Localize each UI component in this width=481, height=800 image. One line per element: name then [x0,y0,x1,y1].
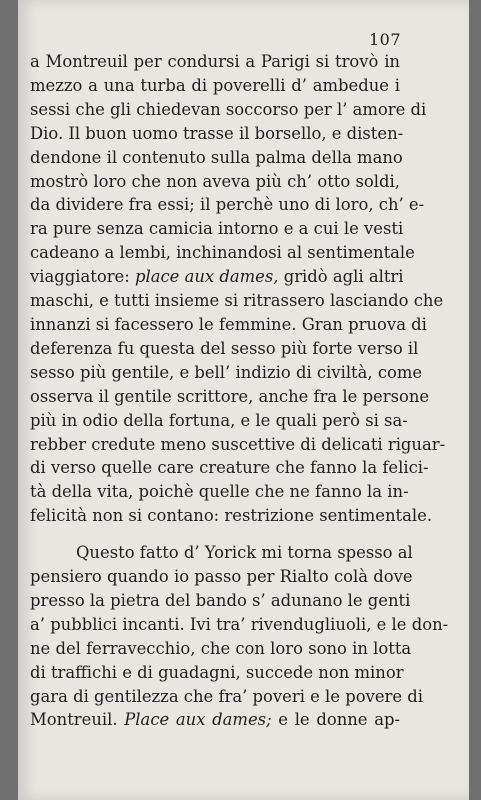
text-line [30,708,400,732]
text-segment: gridò agli altri [278,267,404,287]
text-line: di traffichi e di guadagni, succede non minor [30,662,404,682]
text-segment: Montreuil. [30,710,125,730]
text-line: maschi, e tutti insieme si ritrassero lasciando che [30,291,444,311]
text-segment: viaggiatore: [30,267,135,287]
text-line: sesso più gentile, e bell’ indizio di civiltà, come [30,362,423,382]
text-line: tà della vita, poichè quelle che ne fanno la in- [30,482,409,502]
book-page [18,0,469,800]
text-line: da dividere fra essi; il perchè uno di loro, ch’ e- [30,195,425,215]
text-line: a Montreuil per condursi a Parigi si trovò in [30,52,400,71]
text-line: più in odio della fortuna, e le quali però si sa- [30,410,408,430]
text-line: gara di gentilezza che fra’ poveri e le povere di [30,686,424,706]
text-line: deferenza fu questa del sesso più forte verso il [30,338,419,358]
page-number: 107 [368,30,401,49]
text-line: ne del ferravecchio, che con loro sono in lotta [30,638,412,658]
paragraph-gap [30,528,400,541]
text-line: innanzi si facessero le femmine. Gran pruova di [30,314,427,334]
text-line: rebber credute meno suscettive di delicati riguar- [30,434,446,454]
text-line: osserva il gentile scrittore, anche fra le persone [30,386,430,406]
text-line: felicità non si contano: restrizione sentimentale. [30,506,433,526]
text-line [30,265,404,289]
text-line: cadeano a lembi, inchinandosi al sentimentale [30,243,415,263]
text-line: sessi che gli chiedevan soccorso per l’ amore di [30,99,427,119]
text-line: Questo fatto d’ Yorick mi torna spesso al [76,543,413,563]
text-line: presso la pietra del bando s’ adunano le genti [30,590,411,610]
text-line: pensiero quando io passo per Rialto colà dove [30,567,413,587]
text-line: a’ pubblici incanti. Ivi tra’ rivendugliuoli, e le don- [30,614,449,634]
text-line: mezzo a una turba di poverelli d’ ambedue i [30,75,400,95]
text-line: dendone il contenuto sulla palma della mano [30,147,403,167]
text-line: di verso quelle care creature che fanno la felici- [30,458,429,478]
italic-quote: place aux dames, [135,267,279,287]
italic-quote: Place aux dames; [124,710,272,730]
body-text [30,50,449,732]
text-line: mostrò loro che non aveva più ch’ otto soldi, [30,171,400,191]
text-line: ra pure senza camicia intorno e a cui le vesti [30,219,404,239]
text-segment: e le donne ap- [271,710,400,730]
text-line: Dio. Il buon uomo trasse il borsello, e disten- [30,123,404,143]
